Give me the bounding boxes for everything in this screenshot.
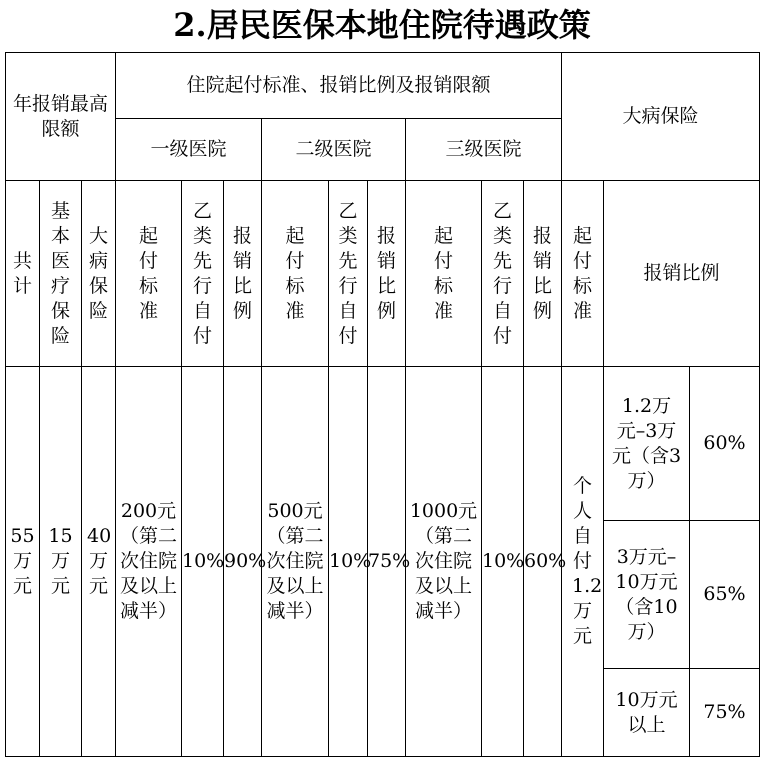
- level1-header: 一级医院: [116, 119, 262, 181]
- col-l1-ratio: 报销比例: [224, 181, 262, 367]
- tier2-range: 3万元–10万元（含10万）: [604, 521, 690, 669]
- l2-classb-value: 10%: [329, 367, 368, 757]
- l3-threshold-value: 1000元（第二次住院及以上减半）: [406, 367, 482, 757]
- col-l1-classb: 乙类先行自付: [182, 181, 224, 367]
- policy-table: [5, 52, 760, 757]
- critical-illness-header: 大病保险: [562, 53, 760, 181]
- col-l2-ratio: 报销比例: [368, 181, 406, 367]
- col-l2-threshold: 起付标准: [262, 181, 329, 367]
- hospital-header: 住院起付标准、报销比例及报销限额: [116, 53, 562, 119]
- l3-ratio-value: 60%: [524, 367, 562, 757]
- col-l1-threshold: 起付标准: [116, 181, 182, 367]
- tier3-range: 10万元以上: [604, 669, 690, 757]
- tier2-ratio: 65%: [690, 521, 760, 669]
- l1-ratio-value: 90%: [224, 367, 262, 757]
- annual-max-header: 年报销最高限额: [6, 53, 116, 181]
- l2-threshold-value: 500元（第二次住院及以上减半）: [262, 367, 329, 757]
- col-critical-threshold: 起付标准: [562, 181, 604, 367]
- level2-header: 二级医院: [262, 119, 406, 181]
- col-l2-classb: 乙类先行自付: [329, 181, 368, 367]
- col-l3-ratio: 报销比例: [524, 181, 562, 367]
- level3-header: 三级医院: [406, 119, 562, 181]
- col-critical-insurance: 大病保险: [82, 181, 116, 367]
- total-value: 55万元: [6, 367, 40, 757]
- page-title: 2.居民医保本地住院待遇政策: [173, 6, 591, 44]
- basic-value: 15万元: [40, 367, 82, 757]
- l3-classb-value: 10%: [482, 367, 524, 757]
- critical-value: 40万元: [82, 367, 116, 757]
- col-critical-ratio: 报销比例: [604, 181, 760, 367]
- col-l3-classb: 乙类先行自付: [482, 181, 524, 367]
- col-total: 共计: [6, 181, 40, 367]
- tier1-range: 1.2万元–3万元（含3万）: [604, 367, 690, 521]
- tier1-ratio: 60%: [690, 367, 760, 521]
- col-basic-insurance: 基本医疗保险: [40, 181, 82, 367]
- critical-threshold-value: 个人自付1.2万元: [562, 367, 604, 757]
- l2-ratio-value: 75%: [368, 367, 406, 757]
- tier3-ratio: 75%: [690, 669, 760, 757]
- l1-classb-value: 10%: [182, 367, 224, 757]
- col-l3-threshold: 起付标准: [406, 181, 482, 367]
- l1-threshold-value: 200元（第二次住院及以上减半）: [116, 367, 182, 757]
